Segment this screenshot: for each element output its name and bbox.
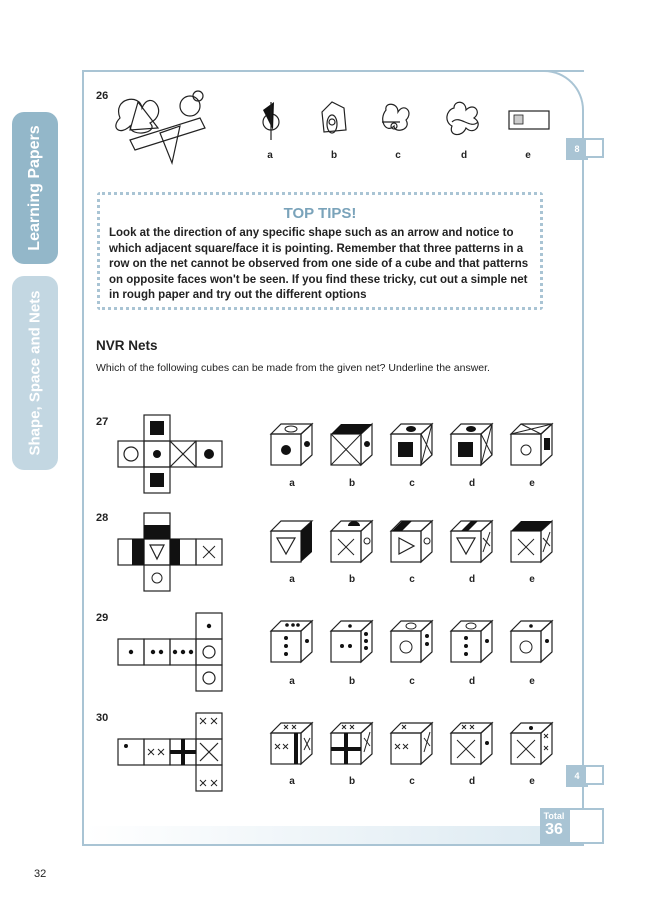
option-label[interactable]: e: [525, 150, 531, 161]
option-label[interactable]: c: [395, 150, 401, 161]
q30-cube-e: [510, 722, 554, 766]
q28-net: [118, 512, 222, 590]
option-label[interactable]: b: [348, 776, 356, 787]
section-instruction: Which of the following cubes can be made from the given net? Underline the answer.: [96, 362, 490, 374]
q27-cube-c: [390, 423, 434, 467]
q28-cube-c: [390, 520, 434, 564]
option-label[interactable]: c: [409, 478, 415, 489]
score-answer-box[interactable]: [584, 765, 604, 785]
option-label[interactable]: d: [468, 478, 476, 489]
side-tab-shape-space-nets: [12, 276, 58, 470]
side-tab-label: Shape, Space and Nets: [26, 290, 44, 456]
top-tips-line: row on the net cannot be observed from one side of a cube and that patterns: [109, 258, 529, 270]
q28-cube-a: [270, 520, 314, 564]
q27-cube-d: [450, 423, 494, 467]
option-label[interactable]: c: [409, 676, 415, 687]
side-tab-learning-papers: [12, 112, 58, 264]
section-heading: NVR Nets: [96, 338, 158, 353]
q29-cube-a: [270, 620, 314, 664]
option-label[interactable]: a: [289, 776, 295, 787]
q26-option-d-figure: [444, 100, 484, 140]
question-number: 26: [96, 90, 109, 102]
q26-option-e-figure: [508, 110, 550, 132]
top-tips-line: Look at the direction of any specific shape such as an arrow and notice to: [109, 227, 514, 239]
option-label[interactable]: d: [468, 676, 476, 687]
q26-stimulus-figure: [110, 88, 220, 168]
option-label[interactable]: a: [289, 478, 295, 489]
q27-cube-b: [330, 423, 374, 467]
option-label[interactable]: b: [348, 478, 356, 489]
question-number: 29: [96, 612, 109, 624]
q27-net: [118, 414, 222, 492]
option-label[interactable]: a: [289, 574, 295, 585]
score-badge-q30: 4: [566, 765, 588, 787]
side-tab-label: Learning Papers: [26, 125, 43, 251]
option-label[interactable]: a: [267, 150, 273, 161]
option-label[interactable]: e: [529, 676, 535, 687]
option-label[interactable]: d: [468, 574, 476, 585]
q30-cube-c: [390, 722, 434, 766]
q30-cube-b: [330, 722, 374, 766]
q28-cube-d: [450, 520, 494, 564]
option-label[interactable]: b: [330, 150, 338, 161]
q29-cube-e: [510, 620, 554, 664]
total-label-block: [540, 808, 568, 844]
q28-cube-e: [510, 520, 554, 564]
q30-net: [118, 712, 222, 790]
q30-cube-d: [450, 722, 494, 766]
q26-option-b-figure: [318, 100, 348, 140]
top-tips-line: in rough paper and try out the different options: [109, 289, 367, 301]
q27-cube-a: [270, 423, 314, 467]
q30-cube-a: [270, 722, 314, 766]
q29-net: [118, 612, 222, 690]
q26-option-c-figure: [380, 100, 414, 140]
q29-cube-d: [450, 620, 494, 664]
total-answer-box[interactable]: [568, 808, 604, 844]
score-badge-q26: 8: [566, 138, 588, 160]
top-tips-title: TOP TIPS!: [283, 205, 357, 222]
frame-bottom-band: [84, 826, 582, 844]
option-label[interactable]: e: [529, 574, 535, 585]
q26-option-a-figure: [258, 100, 284, 140]
page-number: 32: [34, 868, 47, 880]
q29-cube-c: [390, 620, 434, 664]
option-label[interactable]: d: [460, 150, 468, 161]
option-label[interactable]: e: [529, 478, 535, 489]
q29-cube-b: [330, 620, 374, 664]
top-tips-line: which adjacent square/face it is pointing. Remember that three patterns in a: [109, 242, 524, 255]
total-label: Total: [543, 811, 565, 821]
option-label[interactable]: d: [468, 776, 476, 787]
score-answer-box[interactable]: [584, 138, 604, 158]
option-label[interactable]: c: [409, 776, 415, 787]
option-label[interactable]: e: [529, 776, 535, 787]
option-label[interactable]: a: [289, 676, 295, 687]
total-value: 36: [545, 821, 563, 838]
option-label[interactable]: b: [348, 676, 356, 687]
question-number: 27: [96, 416, 109, 428]
option-label[interactable]: c: [409, 574, 415, 585]
top-tips-body: [109, 226, 534, 304]
q27-cube-e: [510, 423, 554, 467]
q28-cube-b: [330, 520, 374, 564]
option-label[interactable]: b: [348, 574, 356, 585]
question-number: 28: [96, 512, 109, 524]
top-tips-line: on opposite faces won't be seen. If you find these tricky, cut out a simple net: [109, 273, 528, 286]
question-number: 30: [96, 712, 109, 724]
